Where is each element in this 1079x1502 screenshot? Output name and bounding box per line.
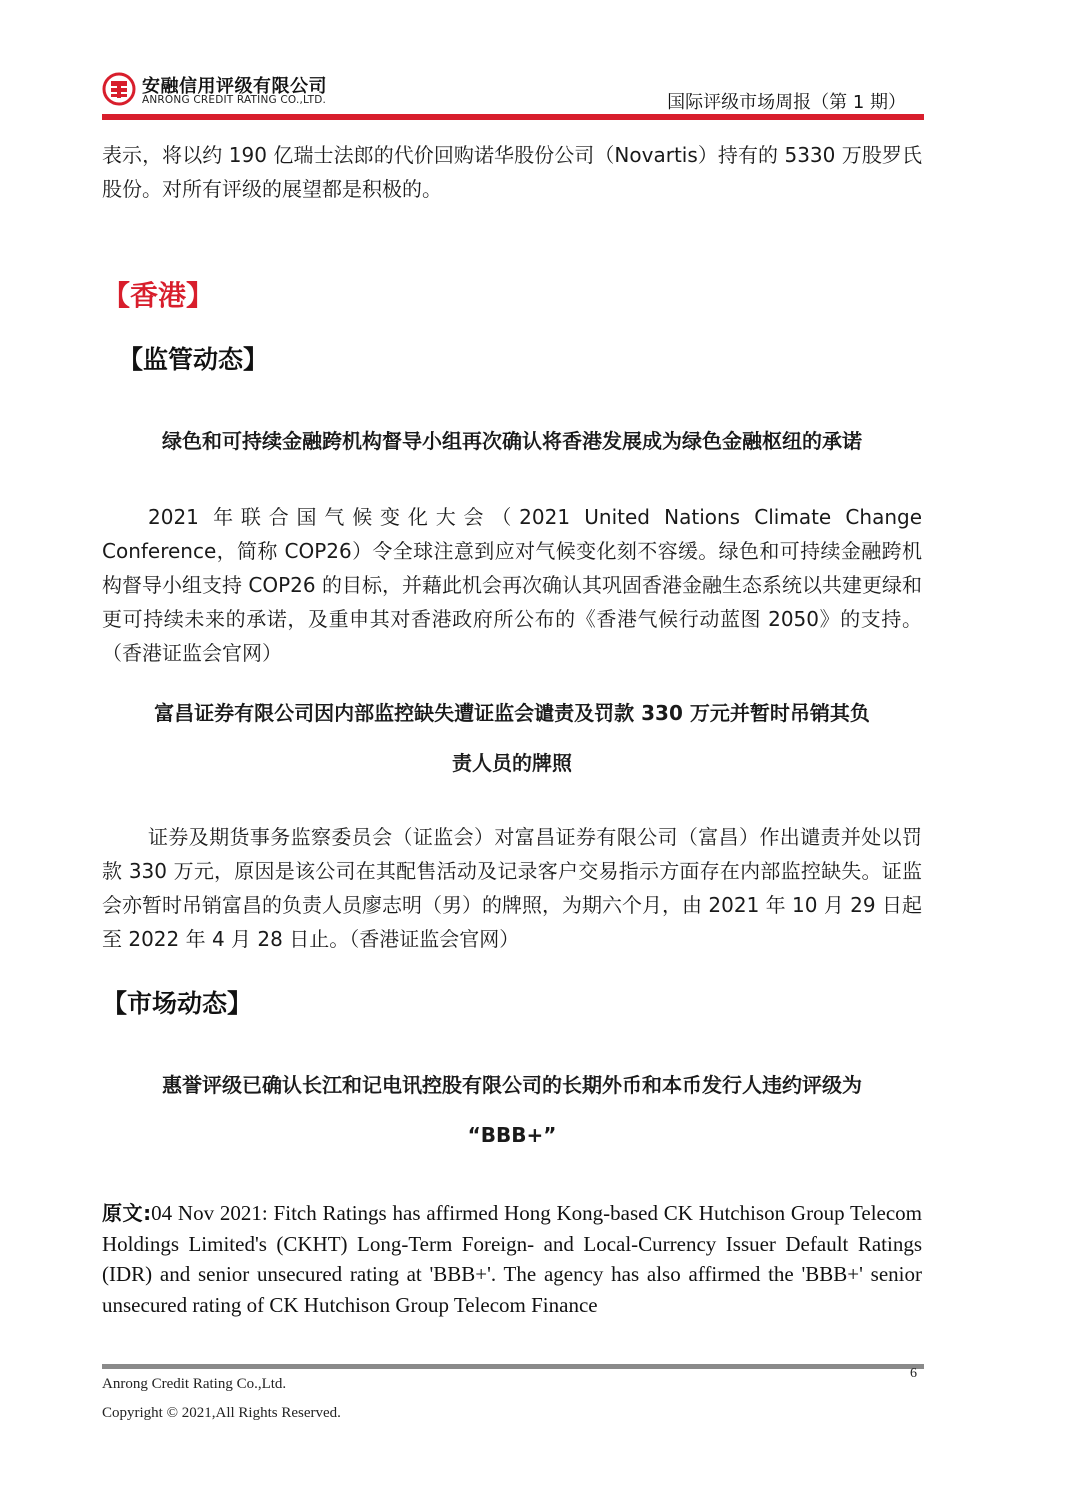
article3-title-line1: 惠誉评级已确认长江和记电讯控股有限公司的长期外币和本币发行人违约评级为: [162, 1073, 862, 1097]
article2-title-line2: 责人员的牌照: [452, 751, 572, 775]
company-name-en: ANRONG CREDIT RATING CO.,LTD.: [142, 94, 327, 106]
continued-paragraph: 表示，将以约 190 亿瑞士法郎的代价回购诺华股份公司（Novartis）持有的 5330 万股罗氏股份。对所有评级的展望都是积极的。: [102, 143, 922, 201]
report-title: 国际评级市场周报（第 1 期）: [667, 92, 906, 113]
regulatory-heading: 【监管动态】: [118, 345, 269, 374]
page-header: [102, 68, 924, 120]
article2-title: [102, 688, 922, 788]
original-label: 原文:: [102, 1201, 152, 1225]
original-text: 04 Nov 2021: Fitch Ratings has affirmed Hong Kong-based CK Hutchison Group Telecom Holdings Limited's (CKHT) Long-Term Foreign- and Local-Currency Issuer Default Ratings (IDR) and senior unsecured rating at 'BBB+'. The agency has also affirmed the 'BBB+' senior unsecured rating of CK Hutchison Group Telecom Finance: [102, 1201, 923, 1317]
region-heading: 【香港】: [102, 279, 215, 312]
header-divider: [102, 114, 924, 120]
company-name-cn: 安融信用评级有限公司: [142, 76, 327, 97]
original-text-paragraph: [102, 1198, 922, 1320]
article1-text: 2021 年联合国气候变化大会（2021 United Nations Climate Change Conference，简称 COP26）令全球注意到应对气候变化刻不容缓。绿色和可持续金融跨机构督导小组支持 COP26 的目标，并藉此机会再次确认其巩固香港金融生态系统以共建更绿和更可持续未来的承诺，及重申其对香港政府所公布的《香港气候行动蓝图 2050》的支持。（香港证监会官网）: [102, 505, 922, 665]
article3-title: [102, 1060, 922, 1160]
article3-title-line2: “BBB+”: [467, 1123, 557, 1147]
market-heading: 【市场动态】: [102, 989, 253, 1018]
page-number: 6: [910, 1366, 917, 1381]
anrong-logo-icon: [102, 72, 136, 106]
footer-copyright: Copyright © 2021,All Rights Reserved.: [102, 1405, 341, 1421]
article2-title-line1: 富昌证券有限公司因内部监控缺失遭证监会谴责及罚款 330 万元并暂时吊销其负: [154, 701, 870, 725]
footer-divider: [102, 1364, 924, 1369]
article2-text: 证券及期货事务监察委员会（证监会）对富昌证券有限公司（富昌）作出谴责并处以罚款 330 万元，原因是该公司在其配售活动及记录客户交易指示方面存在内部监控缺失。证监会亦暂时吊销富昌的负责人员廖志明（男）的牌照，为期六个月，由 2021 年 10 月 29 日起至 2022 年 4 月 28 日止。（香港证监会官网）: [102, 825, 922, 951]
footer-company: Anrong Credit Rating Co.,Ltd.: [102, 1376, 287, 1392]
article1-title: 绿色和可持续金融跨机构督导小组再次确认将香港发展成为绿色金融枢纽的承诺: [162, 429, 862, 453]
